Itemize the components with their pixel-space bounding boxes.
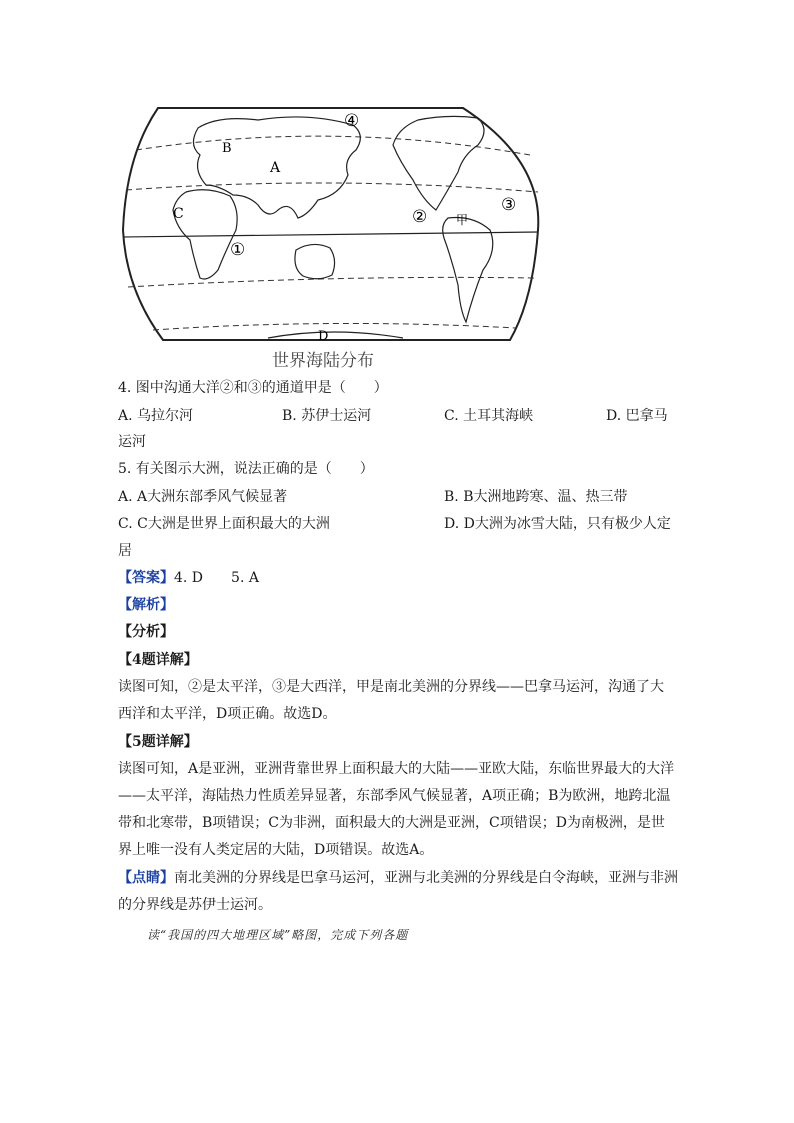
- antarctic-circle-line: [153, 323, 516, 330]
- map-caption: 世界海陆分布: [272, 351, 374, 371]
- q5-detail-line-4: 界上唯一没有人类定居的大陆，D项错误。故选A。: [118, 842, 434, 858]
- answer-line: [118, 568, 259, 588]
- next-section-prompt: 读“我国的四大地理区域”略图，完成下列各题: [147, 928, 409, 942]
- q5-option-c: C. C大洲是世界上面积最大的大洲: [118, 516, 330, 532]
- label-jia: 甲: [456, 213, 469, 227]
- north-america-outline: [393, 116, 484, 210]
- label-ocean-4: ④: [344, 111, 360, 131]
- q4-option-a: A. 乌拉尔河: [118, 408, 194, 424]
- q4-detail-line-1: 读图可知，②是太平洋，③是大西洋，甲是南北美洲的分界线——巴拿马运河，沟通了大: [118, 679, 664, 695]
- label-B: B: [222, 141, 232, 156]
- arctic-circle-line: [136, 136, 530, 155]
- q4-detail-line-2: 西洋和太平洋，D项正确。故选D。: [118, 706, 337, 722]
- q4-option-d-cont: 运河: [118, 434, 146, 450]
- q4-option-d: D. 巴拿马: [606, 408, 668, 424]
- q4-option-c: C. 土耳其海峡: [444, 408, 534, 424]
- analysis-tag: 【解析】: [118, 597, 174, 613]
- tropic-capricorn-line: [128, 277, 534, 287]
- label-ocean-2: ②: [412, 207, 428, 227]
- label-A: A: [270, 160, 281, 176]
- q5-detail-line-3: 带和北寒带，B项错误；C为非洲，面积最大的大洲是亚洲，C项错误；D为南极洲，是世: [118, 815, 665, 831]
- q4-stem: 4. 图中沟通大洋②和③的通道甲是（ ）: [118, 380, 388, 396]
- world-sea-land-map: [118, 100, 548, 350]
- answer-text: 4. D 5. A: [174, 570, 259, 586]
- highlight-line-1: [118, 868, 678, 888]
- label-C: C: [173, 206, 184, 222]
- answer-tag: 【答案】: [118, 570, 174, 586]
- label-D: D: [318, 329, 329, 344]
- q4-option-b: B. 苏伊士运河: [282, 408, 372, 424]
- label-ocean-1: ①: [230, 240, 246, 260]
- q5-option-a: A. A大洲东部季风气候显著: [118, 489, 288, 505]
- tropic-cancer-line: [126, 183, 538, 192]
- africa-outline: [173, 190, 237, 279]
- q5-option-b: B. B大洲地跨寒、温、热三带: [444, 489, 628, 505]
- map-frame: [123, 108, 538, 340]
- highlight-tag: 【点睛】: [118, 870, 174, 886]
- fenxi-tag: 【分析】: [118, 624, 174, 640]
- q5-option-d-cont: 居: [118, 543, 132, 559]
- q5-detail-line-2: ——太平洋，海陆热力性质差异显著，东部季风气候显著，A项正确；B为欧洲，地跨北温: [118, 788, 671, 804]
- australia-outline: [295, 244, 335, 278]
- label-ocean-3: ③: [501, 195, 517, 215]
- q5-stem: 5. 有关图示大洲，说法正确的是（ ）: [118, 461, 374, 477]
- q5-detail-tag: 【5题详解】: [118, 734, 198, 750]
- q5-detail-line-1: 读图可知，A是亚洲，亚洲背靠世界上面积最大的大陆——亚欧大陆，东临世界最大的大洋: [118, 761, 675, 777]
- q5-option-d: D. D大洲为冰雪大陆，只有极少人定: [444, 516, 671, 532]
- highlight-line-2: 的分界线是苏伊士运河。: [118, 897, 272, 913]
- q4-detail-tag: 【4题详解】: [118, 652, 198, 668]
- antarctica-outline: [268, 332, 403, 338]
- highlight-text-1: 南北美洲的分界线是巴拿马运河，亚洲与北美洲的分界线是白令海峡，亚洲与非洲: [174, 870, 678, 886]
